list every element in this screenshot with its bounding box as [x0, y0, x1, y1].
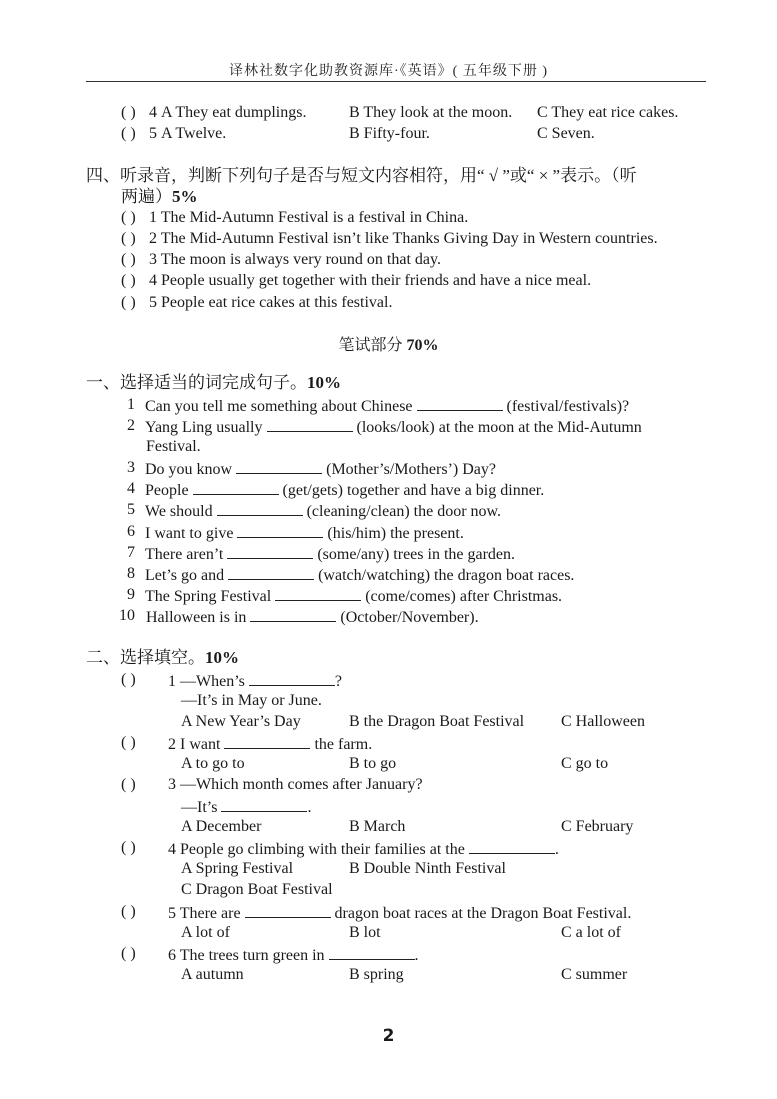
answer-blank[interactable]: [217, 500, 303, 516]
written-part-label: 笔试部分: [338, 337, 403, 354]
answer-blank[interactable]: [221, 796, 307, 812]
option-c: C Seven.: [537, 125, 595, 142]
item-stem: There aren’t: [145, 546, 224, 563]
item-options: (Mother’s/Mothers’) Day?: [326, 461, 496, 478]
judge-text: 2 The Mid-Autumn Festival isn’t like Thanks Giving Day in Western countries.: [149, 230, 658, 247]
item-stem: Let’s go and: [145, 567, 225, 584]
item-options: (watch/watching) the dragon boat races.: [318, 567, 575, 584]
item-number: 3: [127, 459, 135, 476]
question-reply: —It’s: [181, 799, 218, 816]
stem-end: .: [414, 947, 419, 964]
written-part-title: [0, 336, 777, 356]
answer-blank[interactable]: [224, 733, 310, 749]
item-stem: The Spring Festival: [145, 588, 272, 605]
option-a: A lot of: [181, 924, 230, 941]
written-part-score: 70%: [406, 337, 439, 354]
question-number: 5: [149, 125, 157, 142]
answer-paren[interactable]: ( ): [121, 776, 136, 793]
answer-paren[interactable]: ( ): [121, 251, 136, 268]
item-options: (festival/festivals)?: [506, 398, 630, 415]
answer-blank[interactable]: [228, 564, 314, 580]
answer-paren[interactable]: ( ): [121, 945, 136, 962]
option-c: C go to: [561, 755, 609, 772]
answer-blank[interactable]: [329, 944, 415, 960]
item-stem: People: [145, 482, 189, 499]
item-stem: Do you know: [145, 461, 233, 478]
answer-paren[interactable]: ( ): [121, 734, 136, 751]
written-s2-title: [86, 648, 239, 668]
option-a: A They eat dumplings.: [161, 104, 307, 121]
section4-title-cont: 两遍）: [121, 187, 172, 206]
item-stem: I want to give: [145, 525, 234, 542]
section4-score: 5%: [172, 187, 198, 206]
page-header-title: 译林社数字化助教资源库·《英语》( 五年级下册 ): [229, 64, 548, 79]
option-c: C summer: [561, 966, 628, 983]
option-c: C They eat rice cakes.: [537, 104, 679, 121]
option-a: A December: [181, 818, 262, 835]
option-a: A Spring Festival: [181, 860, 294, 877]
answer-paren[interactable]: ( ): [121, 839, 136, 856]
answer-blank[interactable]: [250, 606, 336, 622]
item-options: (his/him) the present.: [327, 525, 464, 542]
written-s1-title: [86, 373, 341, 393]
answer-blank[interactable]: [275, 585, 361, 601]
item-options: (cleaning/clean) the door now.: [306, 503, 502, 520]
item-number: 5: [127, 501, 135, 518]
section4-title-line2: [121, 187, 198, 207]
option-a: A to go to: [181, 755, 245, 772]
stem-end: .: [307, 799, 312, 816]
answer-paren[interactable]: ( ): [121, 671, 136, 688]
answer-paren[interactable]: ( ): [121, 209, 136, 226]
answer-paren[interactable]: ( ): [121, 125, 136, 142]
item-number: 7: [127, 544, 135, 561]
item-number: 6: [127, 523, 135, 540]
option-b: B March: [349, 818, 406, 835]
option-b: B to go: [349, 755, 397, 772]
answer-blank[interactable]: [237, 522, 323, 538]
item-number: 9: [127, 586, 135, 603]
item-options: (get/gets) together and have a big dinner.: [282, 482, 545, 499]
judge-text: 3 The moon is always very round on that day.: [149, 251, 441, 268]
judge-text: 5 People eat rice cakes at this festival.: [149, 294, 393, 311]
judge-text: 4 People usually get together with their friends and have a nice meal.: [149, 272, 592, 289]
answer-blank[interactable]: [236, 458, 322, 474]
stem-end: .: [554, 841, 559, 858]
page-number: 2: [382, 1026, 395, 1046]
written-s2-score: 10%: [205, 648, 239, 667]
option-b: B spring: [349, 966, 404, 983]
option-b: B Fifty-four.: [349, 125, 430, 142]
answer-blank[interactable]: [227, 543, 313, 559]
stem-end: the farm.: [314, 736, 373, 753]
item-options: (come/comes) after Christmas.: [365, 588, 563, 605]
question-stem: 6 The trees turn green in: [168, 947, 325, 964]
answer-blank[interactable]: [469, 838, 555, 854]
item-stem: Can you tell me something about Chinese: [145, 398, 413, 415]
option-b: B Double Ninth Festival: [349, 860, 506, 877]
answer-paren[interactable]: ( ): [121, 294, 136, 311]
item-number: 8: [127, 565, 135, 582]
answer-blank[interactable]: [417, 395, 503, 411]
item-options: (October/November).: [340, 609, 479, 626]
question-reply: —It’s in May or June.: [181, 692, 322, 709]
answer-blank[interactable]: [267, 416, 353, 432]
answer-paren[interactable]: ( ): [121, 903, 136, 920]
item-stem: Yang Ling usually: [145, 419, 263, 436]
item-number: 1: [127, 396, 135, 413]
question-stem: 5 There are: [168, 905, 241, 922]
question-stem: 2 I want: [168, 736, 221, 753]
header-divider: [86, 81, 706, 82]
option-b: B They look at the moon.: [349, 104, 513, 121]
answer-blank[interactable]: [249, 670, 335, 686]
option-a: A Twelve.: [161, 125, 227, 142]
item-options: (some/any) trees in the garden.: [317, 546, 516, 563]
option-a: A autumn: [181, 966, 244, 983]
question-number: 4: [149, 104, 157, 121]
option-b: B lot: [349, 924, 381, 941]
item-options: (looks/look) at the moon at the Mid-Autumn: [356, 419, 642, 436]
written-s1-title-text: 一、选择适当的词完成句子。: [86, 373, 307, 392]
item-number: 4: [127, 480, 135, 497]
answer-paren[interactable]: ( ): [121, 104, 136, 121]
question-stem: 4 People go climbing with their families at the: [168, 841, 465, 858]
written-s1-score: 10%: [307, 373, 341, 392]
option-c: C February: [561, 818, 634, 835]
written-s2-title-text: 二、选择填空。: [86, 648, 205, 667]
option-c: C Halloween: [561, 713, 645, 730]
item-stem: We should: [145, 503, 213, 520]
section4-title-line1: 四、听录音，判断下列句子是否与短文内容相符，用“ √ ”或“ × ”表示。（听: [86, 166, 637, 185]
answer-blank[interactable]: [193, 479, 279, 495]
question-stem: 1 —When’s: [168, 673, 245, 690]
option-c: C Dragon Boat Festival: [181, 881, 333, 898]
option-b: B the Dragon Boat Festival: [349, 713, 525, 730]
answer-paren[interactable]: ( ): [121, 272, 136, 289]
stem-end: ?: [334, 673, 342, 690]
judge-text: 1 The Mid-Autumn Festival is a festival in China.: [149, 209, 469, 226]
option-a: A New Year’s Day: [181, 713, 301, 730]
item-number: 10: [119, 607, 135, 624]
item-stem-cont: Festival.: [146, 438, 201, 455]
stem-end: dragon boat races at the Dragon Boat Festival.: [334, 905, 632, 922]
answer-blank[interactable]: [245, 902, 331, 918]
question-stem: 3 —Which month comes after January?: [168, 776, 423, 793]
item-stem: Halloween is in: [146, 609, 247, 626]
answer-paren[interactable]: ( ): [121, 230, 136, 247]
option-c: C a lot of: [561, 924, 621, 941]
item-number: 2: [127, 417, 135, 434]
